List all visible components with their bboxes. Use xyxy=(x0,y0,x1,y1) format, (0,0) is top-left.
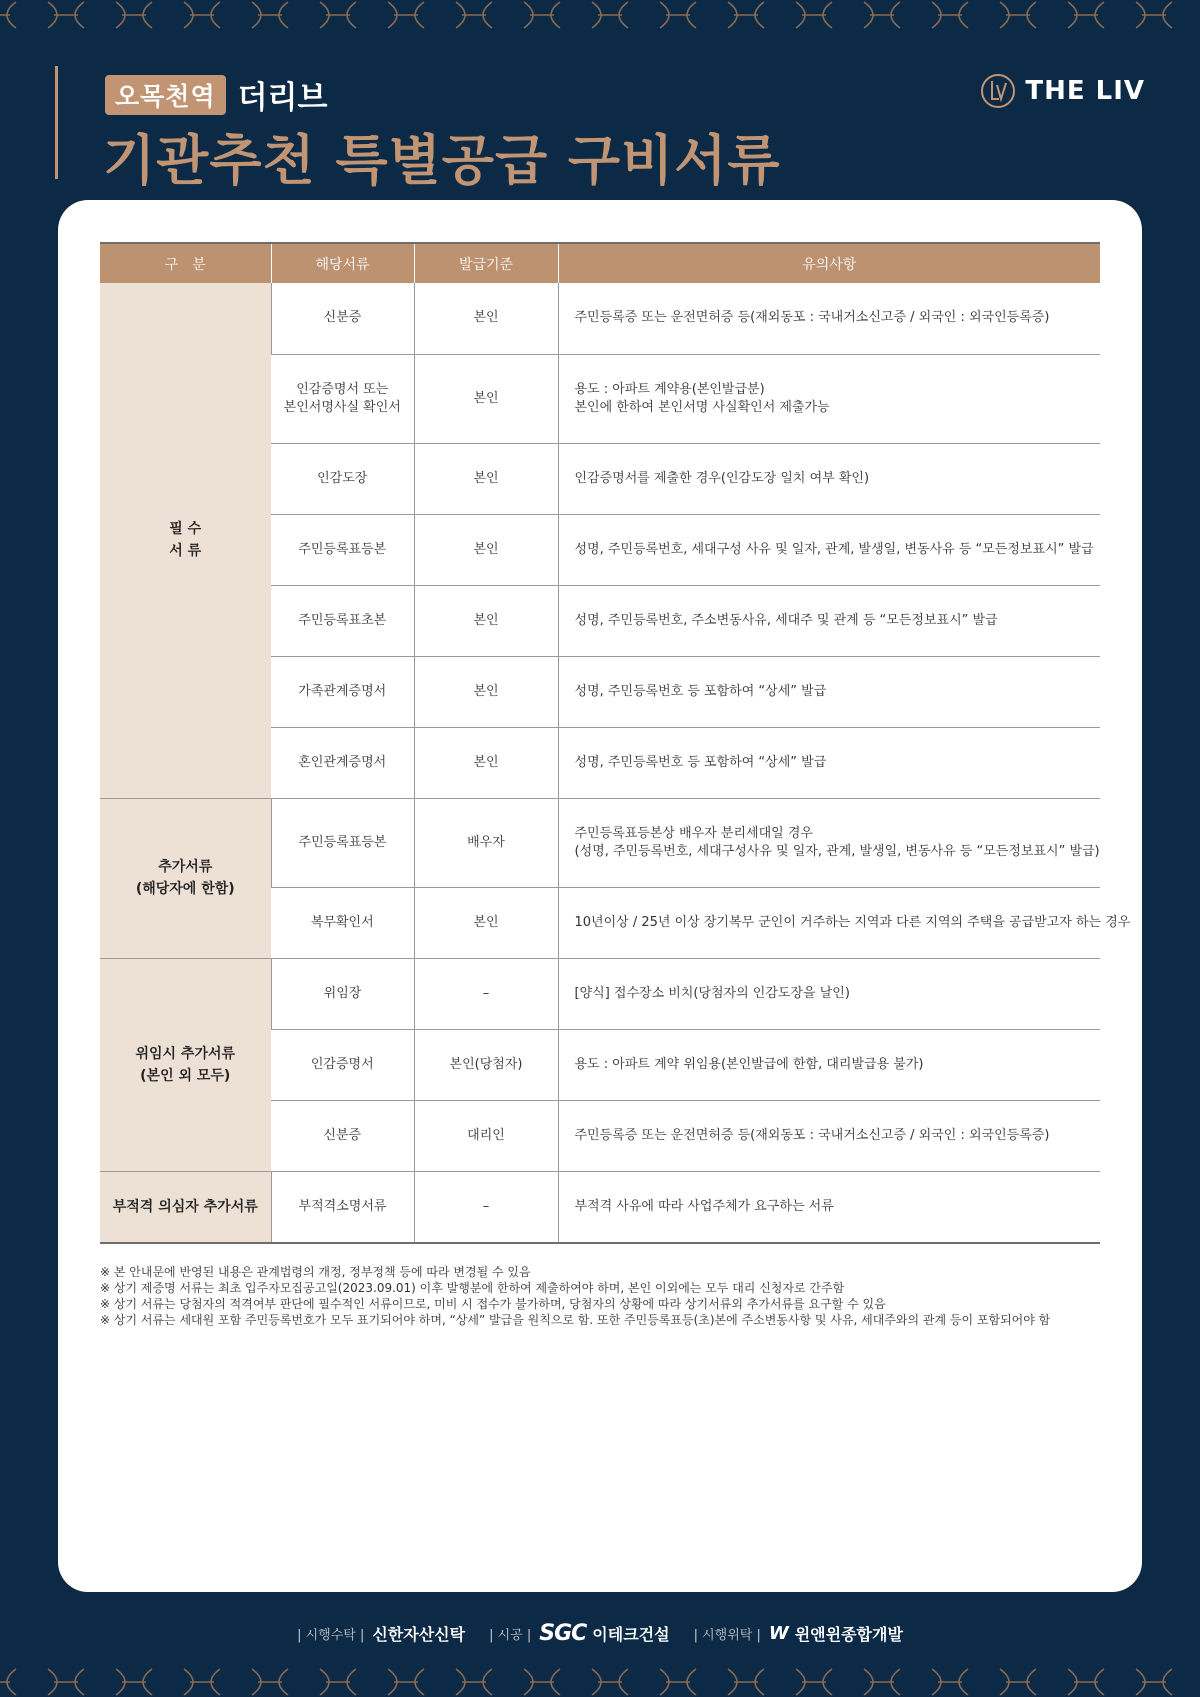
note-cell: 주민등록표등본상 배우자 분리세대일 경우 (성명, 주민등록번호, 세대구성사유 및 일자, 관계, 발생일, 변동사유 등 “모든정보표시” 발급) xyxy=(558,798,1100,887)
station-badge: 오목천역 xyxy=(105,75,226,115)
the-liv-emblem-icon xyxy=(979,72,1017,110)
logo-text: THE LIV xyxy=(1025,76,1145,106)
document-cell: 가족관계증명서 xyxy=(271,656,414,727)
issuer-cell: 본인 xyxy=(414,354,558,443)
table-row xyxy=(100,283,1100,354)
table-header-row xyxy=(100,243,1100,283)
document-cell: 인감증명서 또는 본인서명사실 확인서 xyxy=(271,354,414,443)
issuer-cell: 본인 xyxy=(414,585,558,656)
category-cell-ineligible: 부적격 의심자 추가서류 xyxy=(100,1171,271,1243)
note-cell: 성명, 주민등록번호, 주소변동사유, 세대주 및 관계 등 “모든정보표시” 발급 xyxy=(558,585,1100,656)
header-accent-bar xyxy=(55,66,58,179)
table-row xyxy=(100,958,1100,1029)
developer-logo: W xyxy=(768,1622,789,1644)
developer-company: 윈앤윈종합개발 xyxy=(794,1624,903,1644)
footnote: ※ 상기 제증명 서류는 최초 입주자모집공고일(2023.09.01) 이후 발행분에 한하여 제출하여야 하며, 본인 이외에는 모두 대리 신청자로 간주함 xyxy=(100,1281,845,1295)
document-cell: 위임장 xyxy=(271,958,414,1029)
column-header-category: 구 분 xyxy=(100,243,271,283)
issuer-cell: – xyxy=(414,958,558,1029)
document-cell: 인감증명서 xyxy=(271,1029,414,1100)
note-cell: 성명, 주민등록번호 등 포함하여 “상세” 발급 xyxy=(558,656,1100,727)
brand-name: 더리브 xyxy=(237,80,328,116)
issuer-cell: 배우자 xyxy=(414,798,558,887)
note-cell: 용도 : 아파트 계약 위임용(본인발급에 한함, 대리발급용 불가) xyxy=(558,1029,1100,1100)
decorative-pattern-bottom xyxy=(0,1667,1200,1697)
document-cell: 복무확인서 xyxy=(271,887,414,958)
footnotes xyxy=(100,1264,1100,1328)
note-cell: 인감증명서를 제출한 경우(인감도장 일치 여부 확인) xyxy=(558,443,1100,514)
column-header-issuer: 발급기준 xyxy=(414,243,558,283)
document-cell: 인감도장 xyxy=(271,443,414,514)
issuer-cell: 본인 xyxy=(414,514,558,585)
document-cell: 혼인관계증명서 xyxy=(271,727,414,798)
issuer-cell: 본인 xyxy=(414,443,558,514)
note-cell: 주민등록증 또는 운전면허증 등(재외동포 : 국내거소신고증 / 외국인 : 외국인등록증) xyxy=(558,283,1100,354)
note-cell: 용도 : 아파트 계약용(본인발급분) 본인에 한하여 본인서명 사실확인서 제출가능 xyxy=(558,354,1100,443)
brand-row xyxy=(105,72,327,117)
note-cell: 주민등록증 또는 운전면허증 등(재외동포 : 국내거소신고증 / 외국인 : 외국인등록증) xyxy=(558,1100,1100,1171)
document-cell: 부적격소명서류 xyxy=(271,1171,414,1243)
issuer-cell: – xyxy=(414,1171,558,1243)
column-header-document: 해당서류 xyxy=(271,243,414,283)
page-header xyxy=(55,66,1145,192)
footnote: ※ 상기 서류는 당첨자의 적격여부 판단에 필수적인 서류이므로, 미비 시 접수가 불가하며, 당첨자의 상황에 따라 상기서류외 추가서류를 요구할 수 있음 xyxy=(100,1297,886,1311)
builder-credit xyxy=(489,1621,669,1646)
issuer-cell: 대리인 xyxy=(414,1100,558,1171)
issuer-cell: 본인 xyxy=(414,283,558,354)
issuer-cell: 본인 xyxy=(414,656,558,727)
issuer-cell: 본인 xyxy=(414,887,558,958)
note-cell: 부적격 사유에 따라 사업주체가 요구하는 서류 xyxy=(558,1171,1100,1243)
category-cell-proxy: 위임시 추가서류 (본인 외 모두) xyxy=(100,958,271,1171)
table-row xyxy=(100,798,1100,887)
note-cell: 10년이상 / 25년 이상 장기복무 군인이 거주하는 지역과 다른 지역의 주택을 공급받고자 하는 경우 xyxy=(558,887,1100,958)
builder-role: | 시공 | xyxy=(489,1627,532,1643)
document-cell: 신분증 xyxy=(271,283,414,354)
content-card xyxy=(58,200,1142,1592)
trust-credit xyxy=(297,1622,465,1645)
documents-table xyxy=(100,242,1131,1244)
decorative-pattern-top xyxy=(0,0,1200,30)
trust-role: | 시행수탁 | xyxy=(297,1627,365,1643)
note-cell: [양식] 접수장소 비치(당첨자의 인감도장을 날인) xyxy=(558,958,1100,1029)
category-cell-additional: 추가서류 (해당자에 한함) xyxy=(100,798,271,958)
developer-role: | 시행위탁 | xyxy=(693,1627,761,1643)
document-cell: 신분증 xyxy=(271,1100,414,1171)
issuer-cell: 본인 xyxy=(414,727,558,798)
issuer-cell: 본인(당첨자) xyxy=(414,1029,558,1100)
the-liv-logo xyxy=(979,72,1145,110)
document-cell: 주민등록표등본 xyxy=(271,798,414,887)
page-title: 기관추천 특별공급 구비서류 xyxy=(103,129,781,192)
table-row xyxy=(100,1171,1100,1243)
builder-company: 이테크건설 xyxy=(592,1624,670,1644)
document-cell: 주민등록표초본 xyxy=(271,585,414,656)
developer-credit xyxy=(694,1622,903,1645)
footnote: ※ 본 안내문에 반영된 내용은 관계법령의 개정, 정부정책 등에 따라 변경될 수 있음 xyxy=(100,1265,531,1279)
column-header-notes: 유의사항 xyxy=(558,243,1100,283)
sgc-logo: SGC xyxy=(539,1620,587,1646)
category-cell-required: 필 수 서 류 xyxy=(100,283,271,798)
note-cell: 성명, 주민등록번호 등 포함하여 “상세” 발급 xyxy=(558,727,1100,798)
note-cell: 성명, 주민등록번호, 세대구성 사유 및 일자, 관계, 발생일, 변동사유 등 “모든정보표시” 발급 xyxy=(558,514,1100,585)
footnote: ※ 상기 서류는 세대원 포함 주민등록번호가 모두 표기되어야 하며, “상세” 발급을 원칙으로 함. 또한 주민등록표등(초)본에 주소변동사항 및 사유, 세대주와의 관계 등이 포함되어야 함 xyxy=(100,1313,1051,1327)
trust-company: 신한자산신탁 xyxy=(372,1624,466,1644)
footer-credits xyxy=(0,1618,1200,1648)
document-cell: 주민등록표등본 xyxy=(271,514,414,585)
